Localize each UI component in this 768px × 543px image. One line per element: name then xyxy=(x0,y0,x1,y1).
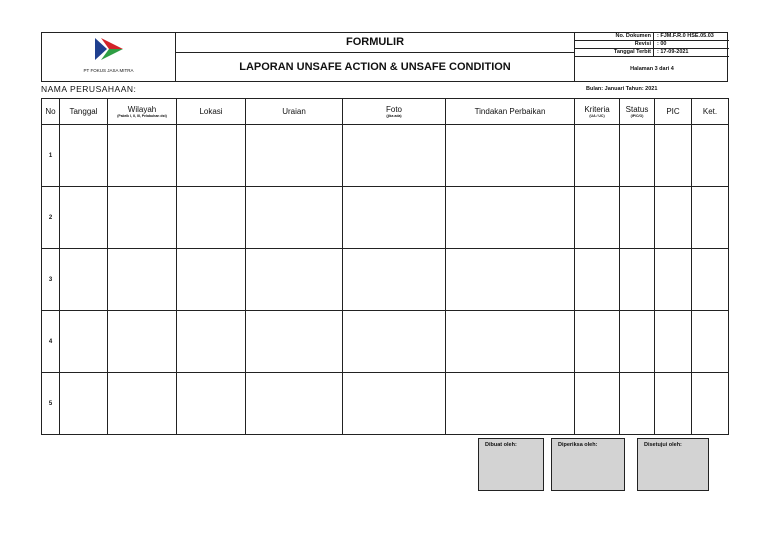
cell-ket[interactable] xyxy=(692,249,729,311)
cell-lokasi[interactable] xyxy=(177,373,246,435)
cell-tanggal[interactable] xyxy=(60,187,108,249)
cell-uraian[interactable] xyxy=(246,249,343,311)
cell-status[interactable] xyxy=(620,373,655,435)
signature-made-by[interactable] xyxy=(478,438,544,491)
signature-label: Dibuat oleh: xyxy=(485,442,517,448)
cell-kriteria[interactable] xyxy=(575,187,620,249)
cell-tanggal[interactable] xyxy=(60,125,108,187)
company-logo-icon xyxy=(89,36,129,62)
cell-pic[interactable] xyxy=(655,125,692,187)
document-meta xyxy=(574,32,728,82)
column-header-kriteria: Kriteria (UA / UC) xyxy=(575,99,620,125)
row-number: 3 xyxy=(42,249,60,311)
cell-ket[interactable] xyxy=(692,311,729,373)
cell-status[interactable] xyxy=(620,187,655,249)
meta-key: Tanggal Terbit xyxy=(575,48,654,56)
column-header-tanggal: Tanggal xyxy=(60,99,108,125)
form-title: LAPORAN UNSAFE ACTION & UNSAFE CONDITION xyxy=(239,61,511,73)
signature-label: Diperiksa oleh: xyxy=(558,442,598,448)
column-header-wilayah: Wilayah (Pabrik I, II, III, Pelabuhan dst) xyxy=(108,99,177,125)
cell-status[interactable] xyxy=(620,311,655,373)
report-period: Bulan: Januari Tahun: 2021 xyxy=(586,86,658,92)
table-header-row xyxy=(42,99,729,125)
cell-wilayah[interactable] xyxy=(108,187,177,249)
cell-wilayah[interactable] xyxy=(108,373,177,435)
form-label: FORMULIR xyxy=(176,32,574,53)
cell-foto[interactable] xyxy=(343,125,446,187)
signature-checked-by[interactable] xyxy=(551,438,625,491)
cell-wilayah[interactable] xyxy=(108,311,177,373)
cell-wilayah[interactable] xyxy=(108,125,177,187)
cell-uraian[interactable] xyxy=(246,311,343,373)
signature-approved-by[interactable] xyxy=(637,438,709,491)
column-header-tindakan: Tindakan Perbaikan xyxy=(446,99,575,125)
table-row xyxy=(42,187,729,249)
report-table xyxy=(41,98,729,435)
column-header-ket: Ket. xyxy=(692,99,729,125)
cell-pic[interactable] xyxy=(655,311,692,373)
row-number: 2 xyxy=(42,187,60,249)
meta-key: No. Dokumen xyxy=(575,32,654,40)
cell-tanggal[interactable] xyxy=(60,373,108,435)
meta-value: : 17-09-2021 xyxy=(657,49,689,55)
table-row xyxy=(42,373,729,435)
cell-status[interactable] xyxy=(620,249,655,311)
column-header-foto: Foto (jika ada) xyxy=(343,99,446,125)
cell-tanggal[interactable] xyxy=(60,249,108,311)
cell-status[interactable] xyxy=(620,125,655,187)
meta-value: : FJM.F.R.0 HSE.05.03 xyxy=(657,33,714,39)
column-subheader: (Pabrik I, II, III, Pelabuhan dst) xyxy=(117,113,167,118)
cell-tindakan[interactable] xyxy=(446,373,575,435)
column-subheader: (UA / UC) xyxy=(589,113,605,118)
column-header-status: Status (IP/C/O) xyxy=(620,99,655,125)
cell-tindakan[interactable] xyxy=(446,311,575,373)
column-header-lokasi: Lokasi xyxy=(177,99,246,125)
cell-foto[interactable] xyxy=(343,311,446,373)
cell-kriteria[interactable] xyxy=(575,311,620,373)
meta-key: Revisi xyxy=(575,40,654,48)
cell-lokasi[interactable] xyxy=(177,125,246,187)
cell-foto[interactable] xyxy=(343,249,446,311)
cell-pic[interactable] xyxy=(655,249,692,311)
logo-cell xyxy=(41,32,176,82)
cell-ket[interactable] xyxy=(692,373,729,435)
company-name-label: NAMA PERUSAHAAN: xyxy=(41,84,137,94)
cell-tindakan[interactable] xyxy=(446,249,575,311)
column-header-no: No xyxy=(42,99,60,125)
cell-uraian[interactable] xyxy=(246,187,343,249)
cell-uraian[interactable] xyxy=(246,125,343,187)
cell-tindakan[interactable] xyxy=(446,187,575,249)
page-info: Halaman 3 dari 4 xyxy=(630,66,674,72)
cell-pic[interactable] xyxy=(655,373,692,435)
column-subheader: (IP/C/O) xyxy=(630,113,644,118)
row-number: 4 xyxy=(42,311,60,373)
cell-pic[interactable] xyxy=(655,187,692,249)
meta-value: : 00 xyxy=(657,41,667,47)
cell-lokasi[interactable] xyxy=(177,187,246,249)
table-row xyxy=(42,311,729,373)
row-number: 5 xyxy=(42,373,60,435)
column-subheader: (jika ada) xyxy=(386,113,402,118)
column-header-pic: PIC xyxy=(655,99,692,125)
cell-kriteria[interactable] xyxy=(575,373,620,435)
cell-kriteria[interactable] xyxy=(575,125,620,187)
cell-foto[interactable] xyxy=(343,187,446,249)
cell-ket[interactable] xyxy=(692,125,729,187)
table-row xyxy=(42,249,729,311)
cell-foto[interactable] xyxy=(343,373,446,435)
cell-lokasi[interactable] xyxy=(177,311,246,373)
table-row xyxy=(42,125,729,187)
signature-label: Disetujui oleh: xyxy=(644,442,682,448)
cell-uraian[interactable] xyxy=(246,373,343,435)
cell-kriteria[interactable] xyxy=(575,249,620,311)
cell-tanggal[interactable] xyxy=(60,311,108,373)
column-header-uraian: Uraian xyxy=(246,99,343,125)
row-number: 1 xyxy=(42,125,60,187)
company-logo-text: PT FOKUS JASA MITRA xyxy=(83,68,134,73)
cell-tindakan[interactable] xyxy=(446,125,575,187)
cell-ket[interactable] xyxy=(692,187,729,249)
cell-wilayah[interactable] xyxy=(108,249,177,311)
cell-lokasi[interactable] xyxy=(177,249,246,311)
